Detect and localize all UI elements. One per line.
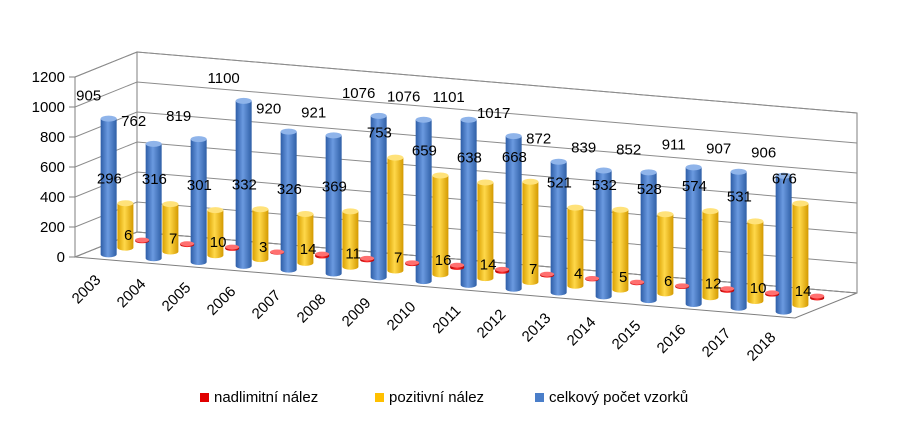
data-label: 326 <box>276 181 302 199</box>
data-label: 819 <box>166 108 192 126</box>
x-tick-label: 2012 <box>473 306 510 342</box>
data-label: 12 <box>704 275 722 293</box>
data-label: 6 <box>123 227 133 245</box>
legend-label: celkový počet vzorků <box>549 389 689 406</box>
x-tick-label: 2018 <box>743 328 780 365</box>
data-label: 4 <box>573 265 583 283</box>
x-tick-label: 2011 <box>429 302 465 338</box>
legend-item <box>375 389 484 406</box>
bar <box>135 238 149 244</box>
data-label: 14 <box>479 256 497 274</box>
data-label: 852 <box>616 141 642 159</box>
x-tick-label: 2010 <box>383 298 420 335</box>
data-label: 316 <box>141 171 167 189</box>
x-tick-label: 2005 <box>158 279 195 315</box>
data-label: 1101 <box>432 88 465 106</box>
data-label: 532 <box>591 176 617 194</box>
legend-swatch <box>535 393 544 402</box>
legend-item <box>535 389 688 406</box>
x-tick-label: 2007 <box>248 286 285 323</box>
data-label: 5 <box>618 269 628 287</box>
data-label: 6 <box>663 272 673 290</box>
bar <box>585 276 599 281</box>
data-label: 296 <box>96 170 122 188</box>
data-label: 872 <box>526 130 552 148</box>
data-label: 14 <box>794 282 812 300</box>
data-label: 1076 <box>341 84 376 102</box>
x-tick-label: 2014 <box>563 313 600 350</box>
bar <box>765 290 779 296</box>
y-tick-label: 1000 <box>31 99 65 116</box>
data-label: 7 <box>528 261 538 279</box>
data-label: 911 <box>661 136 686 154</box>
data-label: 920 <box>256 100 282 118</box>
data-label: 907 <box>706 140 732 158</box>
bar <box>315 252 329 259</box>
data-label: 332 <box>231 176 257 194</box>
data-label: 839 <box>571 139 597 157</box>
y-tick-label: 400 <box>39 189 65 206</box>
bar <box>630 280 644 286</box>
x-tick-label: 2017 <box>698 325 735 361</box>
bar <box>450 263 464 270</box>
data-label: 574 <box>681 178 707 196</box>
bar <box>405 260 419 266</box>
data-label: 676 <box>771 170 797 188</box>
x-tick-label: 2006 <box>203 283 240 319</box>
y-tick-label: 200 <box>39 219 65 236</box>
x-tick-label: 2009 <box>338 294 375 331</box>
legend-label: pozitivní nález <box>389 389 485 406</box>
bar <box>146 141 162 261</box>
data-label: 521 <box>546 174 572 192</box>
x-tick-label: 2008 <box>293 290 330 327</box>
data-label: 528 <box>636 181 662 199</box>
y-axis-ticks <box>32 69 65 266</box>
bar <box>225 245 239 251</box>
bar <box>675 283 689 289</box>
bar <box>360 256 374 262</box>
data-label: 14 <box>299 241 317 259</box>
legend <box>200 389 688 406</box>
data-label: 906 <box>751 144 777 162</box>
data-label: 905 <box>76 87 102 105</box>
bar <box>180 241 194 247</box>
data-label: 668 <box>501 148 527 166</box>
legend-label: nadlimitní nález <box>214 389 319 406</box>
data-label: 1017 <box>476 105 511 123</box>
bar <box>270 249 284 254</box>
x-tick-label: 2015 <box>608 317 645 354</box>
y-tick-label: 1200 <box>31 69 65 86</box>
x-tick-label: 2004 <box>113 275 150 312</box>
bar <box>540 272 554 278</box>
data-label: 531 <box>726 188 752 206</box>
bar <box>461 117 477 288</box>
data-label: 3 <box>258 238 268 256</box>
x-tick-label: 2013 <box>518 309 555 346</box>
data-label: 10 <box>209 234 227 252</box>
data-label: 16 <box>434 252 452 270</box>
data-label: 1076 <box>386 88 421 106</box>
data-label: 10 <box>749 279 767 297</box>
bar <box>720 286 734 293</box>
y-tick-label: 600 <box>39 159 65 176</box>
data-label: 301 <box>186 177 212 195</box>
data-label: 638 <box>456 149 482 167</box>
y-tick-label: 800 <box>39 129 65 146</box>
legend-swatch <box>200 393 209 402</box>
data-label: 7 <box>393 249 403 267</box>
legend-item <box>200 389 318 406</box>
data-label: 762 <box>121 112 147 130</box>
legend-swatch <box>375 393 384 402</box>
x-tick-label: 2016 <box>653 321 690 357</box>
data-label: 7 <box>168 230 178 248</box>
data-label: 753 <box>366 124 392 142</box>
bar <box>810 294 824 301</box>
data-label: 659 <box>411 142 437 160</box>
data-label: 11 <box>345 245 361 263</box>
data-label: 921 <box>301 104 327 122</box>
data-label: 369 <box>321 178 347 196</box>
data-label: 1100 <box>207 69 240 87</box>
y-tick-label: 0 <box>56 249 65 266</box>
x-tick-label: 2003 <box>68 271 105 308</box>
bar <box>495 267 509 274</box>
